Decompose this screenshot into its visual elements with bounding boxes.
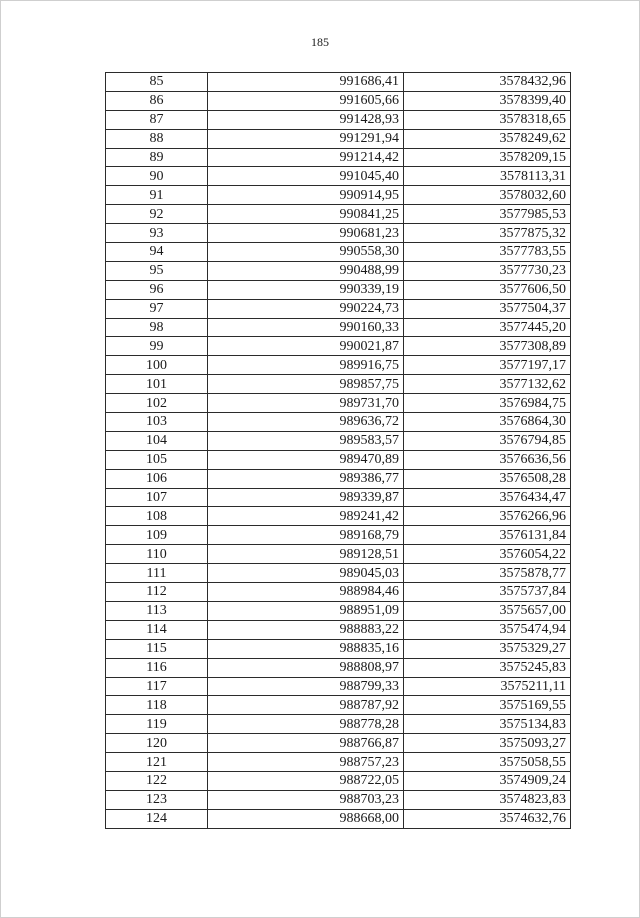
y-coordinate-cell: 3577730,23 [404, 261, 571, 280]
x-coordinate-cell: 990160,33 [208, 318, 404, 337]
point-number-cell: 96 [106, 280, 208, 299]
point-number-cell: 116 [106, 658, 208, 677]
y-coordinate-cell: 3575245,83 [404, 658, 571, 677]
table-row [106, 261, 571, 280]
point-number-cell: 113 [106, 601, 208, 620]
point-number-cell: 95 [106, 261, 208, 280]
x-coordinate-cell: 989470,89 [208, 450, 404, 469]
point-number-cell: 111 [106, 564, 208, 583]
x-coordinate-cell: 990558,30 [208, 243, 404, 262]
point-number-cell: 108 [106, 507, 208, 526]
point-number-cell: 124 [106, 809, 208, 828]
point-number-cell: 85 [106, 73, 208, 92]
x-coordinate-cell: 989636,72 [208, 413, 404, 432]
point-number-cell: 88 [106, 129, 208, 148]
y-coordinate-cell: 3577132,62 [404, 375, 571, 394]
point-number-cell: 109 [106, 526, 208, 545]
coordinates-table [105, 72, 571, 829]
x-coordinate-cell: 988808,97 [208, 658, 404, 677]
x-coordinate-cell: 989386,77 [208, 469, 404, 488]
y-coordinate-cell: 3577985,53 [404, 205, 571, 224]
y-coordinate-cell: 3576636,56 [404, 450, 571, 469]
y-coordinate-cell: 3577606,50 [404, 280, 571, 299]
x-coordinate-cell: 990021,87 [208, 337, 404, 356]
coordinates-table-body [106, 73, 571, 829]
y-coordinate-cell: 3575657,00 [404, 601, 571, 620]
x-coordinate-cell: 989168,79 [208, 526, 404, 545]
point-number-cell: 102 [106, 394, 208, 413]
x-coordinate-cell: 989241,42 [208, 507, 404, 526]
x-coordinate-cell: 989339,87 [208, 488, 404, 507]
table-row [106, 148, 571, 167]
y-coordinate-cell: 3578209,15 [404, 148, 571, 167]
point-number-cell: 101 [106, 375, 208, 394]
point-number-cell: 107 [106, 488, 208, 507]
y-coordinate-cell: 3575093,27 [404, 734, 571, 753]
y-coordinate-cell: 3575737,84 [404, 583, 571, 602]
x-coordinate-cell: 988799,33 [208, 677, 404, 696]
page-number: 185 [311, 35, 329, 49]
point-number-cell: 119 [106, 715, 208, 734]
point-number-cell: 106 [106, 469, 208, 488]
point-number-cell: 114 [106, 620, 208, 639]
y-coordinate-cell: 3578399,40 [404, 91, 571, 110]
y-coordinate-cell: 3575134,83 [404, 715, 571, 734]
x-coordinate-cell: 988703,23 [208, 790, 404, 809]
y-coordinate-cell: 3577445,20 [404, 318, 571, 337]
table-row [106, 205, 571, 224]
table-row [106, 771, 571, 790]
table-row [106, 545, 571, 564]
table-row [106, 696, 571, 715]
table-row [106, 564, 571, 583]
point-number-cell: 117 [106, 677, 208, 696]
x-coordinate-cell: 990339,19 [208, 280, 404, 299]
x-coordinate-cell: 988835,16 [208, 639, 404, 658]
point-number-cell: 123 [106, 790, 208, 809]
table-row [106, 488, 571, 507]
table-row [106, 620, 571, 639]
x-coordinate-cell: 991214,42 [208, 148, 404, 167]
x-coordinate-cell: 988722,05 [208, 771, 404, 790]
x-coordinate-cell: 991686,41 [208, 73, 404, 92]
point-number-cell: 97 [106, 299, 208, 318]
table-row [106, 583, 571, 602]
point-number-cell: 98 [106, 318, 208, 337]
y-coordinate-cell: 3575474,94 [404, 620, 571, 639]
point-number-cell: 99 [106, 337, 208, 356]
y-coordinate-cell: 3576434,47 [404, 488, 571, 507]
x-coordinate-cell: 988757,23 [208, 753, 404, 772]
x-coordinate-cell: 988668,00 [208, 809, 404, 828]
y-coordinate-cell: 3575878,77 [404, 564, 571, 583]
x-coordinate-cell: 990841,25 [208, 205, 404, 224]
table-row [106, 337, 571, 356]
y-coordinate-cell: 3578032,60 [404, 186, 571, 205]
table-row [106, 375, 571, 394]
x-coordinate-cell: 989583,57 [208, 431, 404, 450]
point-number-cell: 105 [106, 450, 208, 469]
table-row [106, 280, 571, 299]
y-coordinate-cell: 3576131,84 [404, 526, 571, 545]
x-coordinate-cell: 991605,66 [208, 91, 404, 110]
x-coordinate-cell: 988766,87 [208, 734, 404, 753]
table-row [106, 356, 571, 375]
table-row [106, 413, 571, 432]
x-coordinate-cell: 989128,51 [208, 545, 404, 564]
y-coordinate-cell: 3576794,85 [404, 431, 571, 450]
table-row [106, 167, 571, 186]
x-coordinate-cell: 988787,92 [208, 696, 404, 715]
x-coordinate-cell: 991045,40 [208, 167, 404, 186]
point-number-cell: 122 [106, 771, 208, 790]
table-row [106, 469, 571, 488]
y-coordinate-cell: 3576508,28 [404, 469, 571, 488]
x-coordinate-cell: 990681,23 [208, 224, 404, 243]
table-row [106, 507, 571, 526]
point-number-cell: 92 [106, 205, 208, 224]
x-coordinate-cell: 989731,70 [208, 394, 404, 413]
table-row [106, 91, 571, 110]
table-row [106, 299, 571, 318]
x-coordinate-cell: 990224,73 [208, 299, 404, 318]
table-row [106, 734, 571, 753]
y-coordinate-cell: 3575169,55 [404, 696, 571, 715]
y-coordinate-cell: 3577504,37 [404, 299, 571, 318]
point-number-cell: 103 [106, 413, 208, 432]
y-coordinate-cell: 3578113,31 [404, 167, 571, 186]
point-number-cell: 94 [106, 243, 208, 262]
point-number-cell: 100 [106, 356, 208, 375]
table-row [106, 601, 571, 620]
table-row [106, 639, 571, 658]
x-coordinate-cell: 989916,75 [208, 356, 404, 375]
table-row [106, 110, 571, 129]
point-number-cell: 91 [106, 186, 208, 205]
table-row [106, 715, 571, 734]
y-coordinate-cell: 3575329,27 [404, 639, 571, 658]
table-row [106, 318, 571, 337]
point-number-cell: 120 [106, 734, 208, 753]
y-coordinate-cell: 3578318,65 [404, 110, 571, 129]
table-row [106, 224, 571, 243]
y-coordinate-cell: 3578432,96 [404, 73, 571, 92]
point-number-cell: 89 [106, 148, 208, 167]
x-coordinate-cell: 988883,22 [208, 620, 404, 639]
table-row [106, 450, 571, 469]
x-coordinate-cell: 990914,95 [208, 186, 404, 205]
table-row [106, 526, 571, 545]
table-row [106, 658, 571, 677]
y-coordinate-cell: 3576864,30 [404, 413, 571, 432]
table-row [106, 186, 571, 205]
point-number-cell: 90 [106, 167, 208, 186]
point-number-cell: 86 [106, 91, 208, 110]
x-coordinate-cell: 988984,46 [208, 583, 404, 602]
table-row [106, 790, 571, 809]
point-number-cell: 87 [106, 110, 208, 129]
y-coordinate-cell: 3576984,75 [404, 394, 571, 413]
table-row [106, 677, 571, 696]
point-number-cell: 112 [106, 583, 208, 602]
y-coordinate-cell: 3576054,22 [404, 545, 571, 564]
x-coordinate-cell: 988778,28 [208, 715, 404, 734]
table-row [106, 73, 571, 92]
y-coordinate-cell: 3577197,17 [404, 356, 571, 375]
y-coordinate-cell: 3574632,76 [404, 809, 571, 828]
table-row [106, 243, 571, 262]
y-coordinate-cell: 3577875,32 [404, 224, 571, 243]
y-coordinate-cell: 3577783,55 [404, 243, 571, 262]
table-row [106, 809, 571, 828]
point-number-cell: 115 [106, 639, 208, 658]
point-number-cell: 93 [106, 224, 208, 243]
table-row [106, 753, 571, 772]
x-coordinate-cell: 989857,75 [208, 375, 404, 394]
y-coordinate-cell: 3578249,62 [404, 129, 571, 148]
y-coordinate-cell: 3576266,96 [404, 507, 571, 526]
y-coordinate-cell: 3574823,83 [404, 790, 571, 809]
table-row [106, 431, 571, 450]
point-number-cell: 110 [106, 545, 208, 564]
table-row [106, 394, 571, 413]
x-coordinate-cell: 990488,99 [208, 261, 404, 280]
y-coordinate-cell: 3575058,55 [404, 753, 571, 772]
point-number-cell: 121 [106, 753, 208, 772]
x-coordinate-cell: 988951,09 [208, 601, 404, 620]
x-coordinate-cell: 989045,03 [208, 564, 404, 583]
x-coordinate-cell: 991428,93 [208, 110, 404, 129]
point-number-cell: 118 [106, 696, 208, 715]
x-coordinate-cell: 991291,94 [208, 129, 404, 148]
y-coordinate-cell: 3577308,89 [404, 337, 571, 356]
table-row [106, 129, 571, 148]
y-coordinate-cell: 3574909,24 [404, 771, 571, 790]
point-number-cell: 104 [106, 431, 208, 450]
y-coordinate-cell: 3575211,11 [404, 677, 571, 696]
